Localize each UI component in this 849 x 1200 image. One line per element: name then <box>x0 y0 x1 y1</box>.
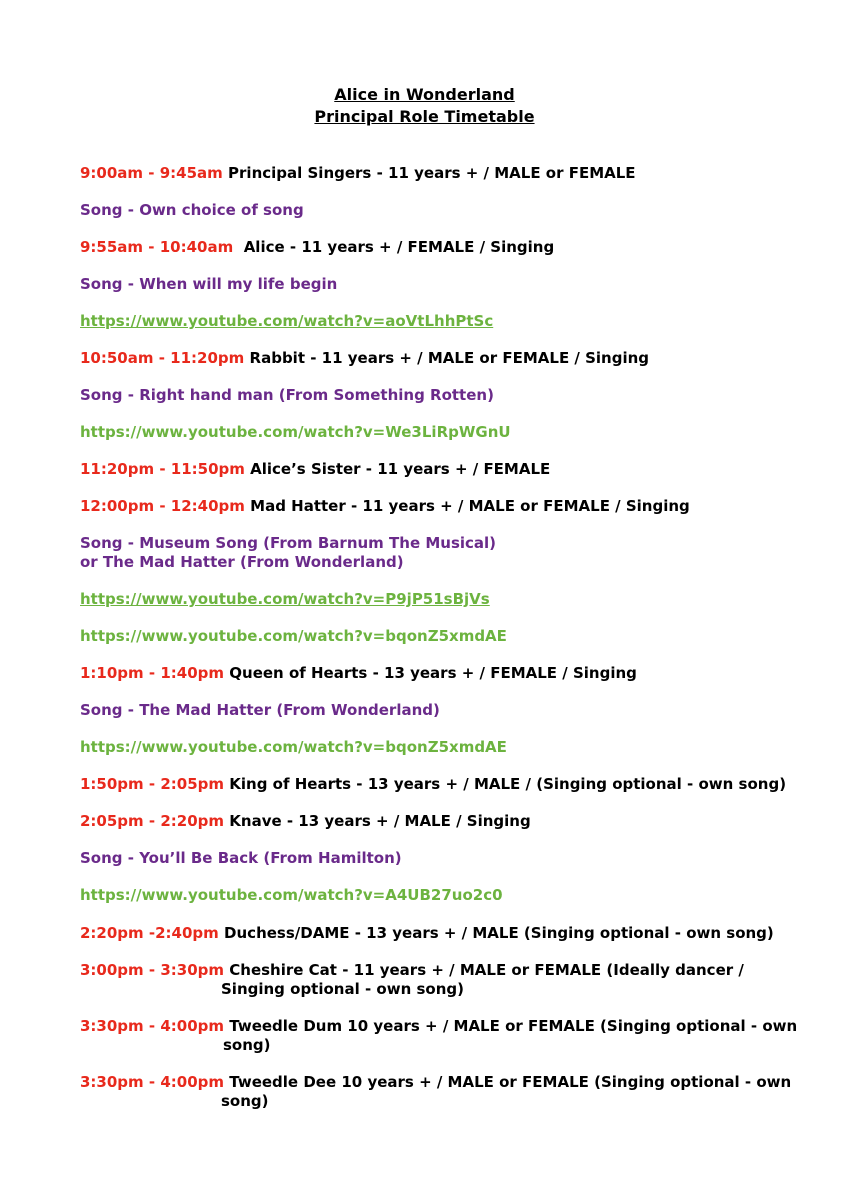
document-subtitle: Principal Role Timetable <box>314 107 535 126</box>
time-slot: 1:10pm - 1:40pm <box>80 664 225 682</box>
youtube-link[interactable]: https://www.youtube.com/watch?v=P9jP51sBjVs <box>80 590 490 608</box>
timetable-row-alice <box>80 238 554 257</box>
youtube-link[interactable]: https://www.youtube.com/watch?v=bqonZ5xmdAE <box>80 738 507 756</box>
role-description: Alice’s Sister - 11 years + / FEMALE <box>250 460 551 478</box>
time-slot: 11:20pm - 11:50pm <box>80 460 245 478</box>
role-description: Alice - 11 years + / FEMALE / Singing <box>243 238 555 256</box>
timetable-row-tweedle-dee <box>80 1073 791 1092</box>
timetable-row-queen-of-hearts <box>80 664 637 683</box>
timetable-row-king-of-hearts <box>80 775 786 794</box>
role-description: Knave - 13 years + / MALE / Singing <box>229 812 531 830</box>
time-slot: 1:50pm - 2:05pm <box>80 775 225 793</box>
document-title: Alice in Wonderland <box>334 85 515 104</box>
youtube-link[interactable]: https://www.youtube.com/watch?v=bqonZ5xmdAE <box>80 627 507 645</box>
youtube-link[interactable]: https://www.youtube.com/watch?v=A4UB27uo2c0 <box>80 886 503 904</box>
time-slot: 10:50am - 11:20pm <box>80 349 245 367</box>
time-slot: 9:00am - 9:45am <box>80 164 223 182</box>
role-description: Tweedle Dee 10 years + / MALE or FEMALE (Singing optional - own <box>229 1073 792 1091</box>
song-line: Song - You’ll Be Back (From Hamilton) <box>80 849 402 867</box>
time-slot: 2:05pm - 2:20pm <box>80 812 225 830</box>
time-slot: 12:00pm - 12:40pm <box>80 497 245 515</box>
time-slot: 3:00pm - 3:30pm <box>80 961 225 979</box>
timetable-row-cheshire-cat <box>80 961 744 980</box>
song-line: Song - Own choice of song <box>80 201 304 219</box>
timetable-row-principal-singers <box>80 164 636 183</box>
role-description: King of Hearts - 13 years + / MALE / (Singing optional - own song) <box>229 775 787 793</box>
role-description: Cheshire Cat - 11 years + / MALE or FEMALE (Ideally dancer / <box>229 961 744 979</box>
song-line: Song - The Mad Hatter (From Wonderland) <box>80 701 440 719</box>
role-description: Duchess/DAME - 13 years + / MALE (Singing optional - own song) <box>224 924 774 942</box>
youtube-link[interactable]: https://www.youtube.com/watch?v=aoVtLhhPtSc <box>80 312 494 330</box>
role-description: Mad Hatter - 11 years + / MALE or FEMALE / Singing <box>250 497 690 515</box>
timetable-row-mad-hatter <box>80 497 690 516</box>
role-description: Tweedle Dum 10 years + / MALE or FEMALE (Singing optional - own <box>229 1017 798 1035</box>
role-description-continued: Singing optional - own song) <box>221 980 464 998</box>
role-description-continued: song) <box>221 1092 269 1110</box>
time-slot: 3:30pm - 4:00pm <box>80 1017 225 1035</box>
timetable-row-duchess <box>80 924 774 943</box>
time-slot: 2:20pm -2:40pm <box>80 924 219 942</box>
song-line-continued: or The Mad Hatter (From Wonderland) <box>80 553 404 571</box>
role-description-continued: song) <box>223 1036 271 1054</box>
time-slot: 9:55am - 10:40am <box>80 238 234 256</box>
timetable-row-alices-sister <box>80 460 550 479</box>
role-description: Rabbit - 11 years + / MALE or FEMALE / Singing <box>249 349 650 367</box>
role-description: Principal Singers - 11 years + / MALE or FEMALE <box>228 164 636 182</box>
timetable-row-rabbit <box>80 349 649 368</box>
song-line: Song - When will my life begin <box>80 275 338 293</box>
document-header <box>0 84 849 128</box>
time-slot: 3:30pm - 4:00pm <box>80 1073 225 1091</box>
timetable-row-knave <box>80 812 531 831</box>
song-line: Song - Museum Song (From Barnum The Musical) <box>80 534 497 552</box>
song-line: Song - Right hand man (From Something Rotten) <box>80 386 494 404</box>
role-description: Queen of Hearts - 13 years + / FEMALE / Singing <box>229 664 637 682</box>
youtube-link[interactable]: https://www.youtube.com/watch?v=We3LiRpWGnU <box>80 423 511 441</box>
timetable-row-tweedle-dum <box>80 1017 797 1036</box>
